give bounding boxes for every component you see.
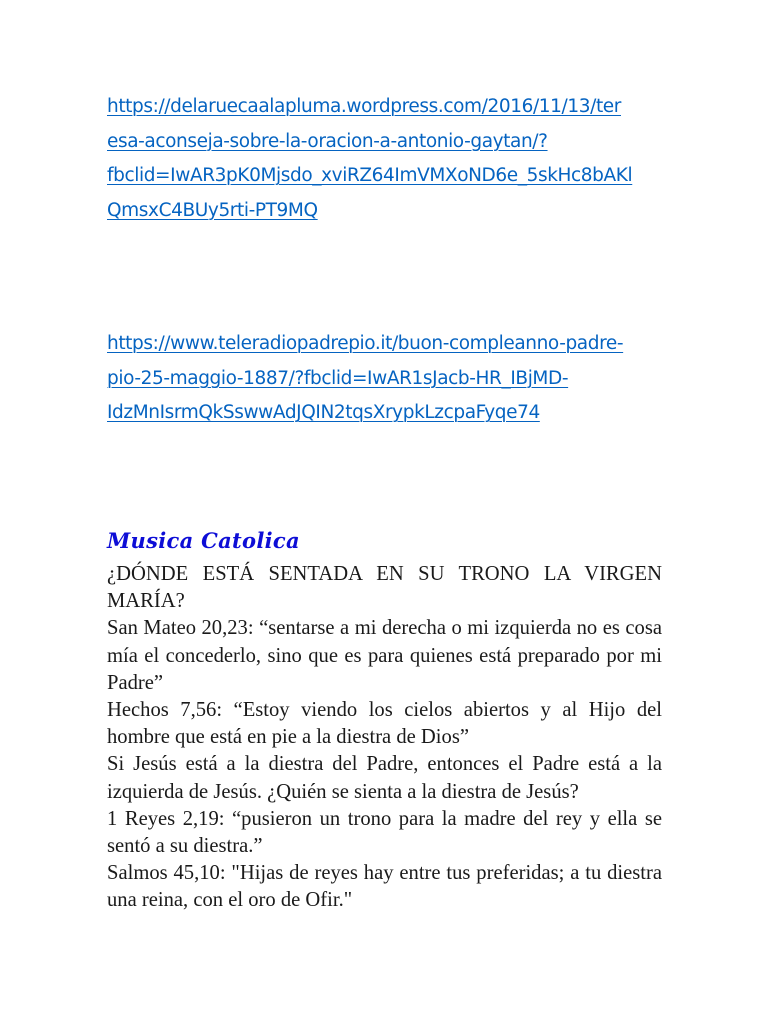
section-heading: Musica Catolica bbox=[107, 528, 300, 553]
verse-paragraph-hechos: Hechos 7,56: “Estoy viendo los cielos abiertos y al Hijo del hombre que está en pie a la diestra de Dios” bbox=[107, 699, 662, 749]
hyperlink-delaruecaalapluma[interactable] bbox=[107, 90, 667, 228]
reasoning-paragraph: Si Jesús está a la diestra del Padre, entonces el Padre está a la izquierda de Jesús. ¿Quién se sienta a la diestra de Jesús? bbox=[107, 753, 662, 803]
section-body bbox=[107, 561, 662, 915]
link-line: https://delaruecaalapluma.wordpress.com/2016/11/13/ter bbox=[107, 96, 621, 117]
link-line: IdzMnIsrmQkSswwAdJQIN2tqsXrypkLzcpaFyqe74 bbox=[107, 402, 540, 423]
link-line: esa-aconseja-sobre-la-oracion-a-antonio-gaytan/? bbox=[107, 130, 548, 152]
link-line: fbclid=IwAR3pK0Mjsdo_xviRZ64ImVMXoND6e_5skHc8bAKl bbox=[107, 165, 633, 186]
url-link-1 bbox=[107, 90, 667, 228]
link-line: QmsxC4BUy5rti-PT9MQ bbox=[107, 199, 318, 221]
link-line: https://www.teleradiopadrepio.it/buon-compleanno-padre- bbox=[107, 333, 624, 354]
url-link-2 bbox=[107, 327, 667, 431]
link-line: pio-25-maggio-1887/?fbclid=IwAR1sJacb-HR_IBjMD- bbox=[107, 367, 569, 389]
hyperlink-teleradiopadrepio[interactable] bbox=[107, 327, 667, 431]
verse-paragraph-reyes: 1 Reyes 2,19: “pusieron un trono para la madre del rey y ella se sentó a su diestra.” bbox=[107, 807, 662, 858]
verse-paragraph-salmos: Salmos 45,10: "Hijas de reyes hay entre tus preferidas; a tu diestra una reina, con el oro de Ofir." bbox=[107, 862, 662, 912]
verse-paragraph-mateo: San Mateo 20,23: “sentarse a mi derecha o mi izquierda no es cosa mía el concederlo, sino que es para quienes está preparado por mi Padre” bbox=[107, 617, 662, 694]
question-paragraph: ¿DÓNDE ESTÁ SENTADA EN SU TRONO LA VIRGEN MARÍA? bbox=[107, 563, 662, 613]
